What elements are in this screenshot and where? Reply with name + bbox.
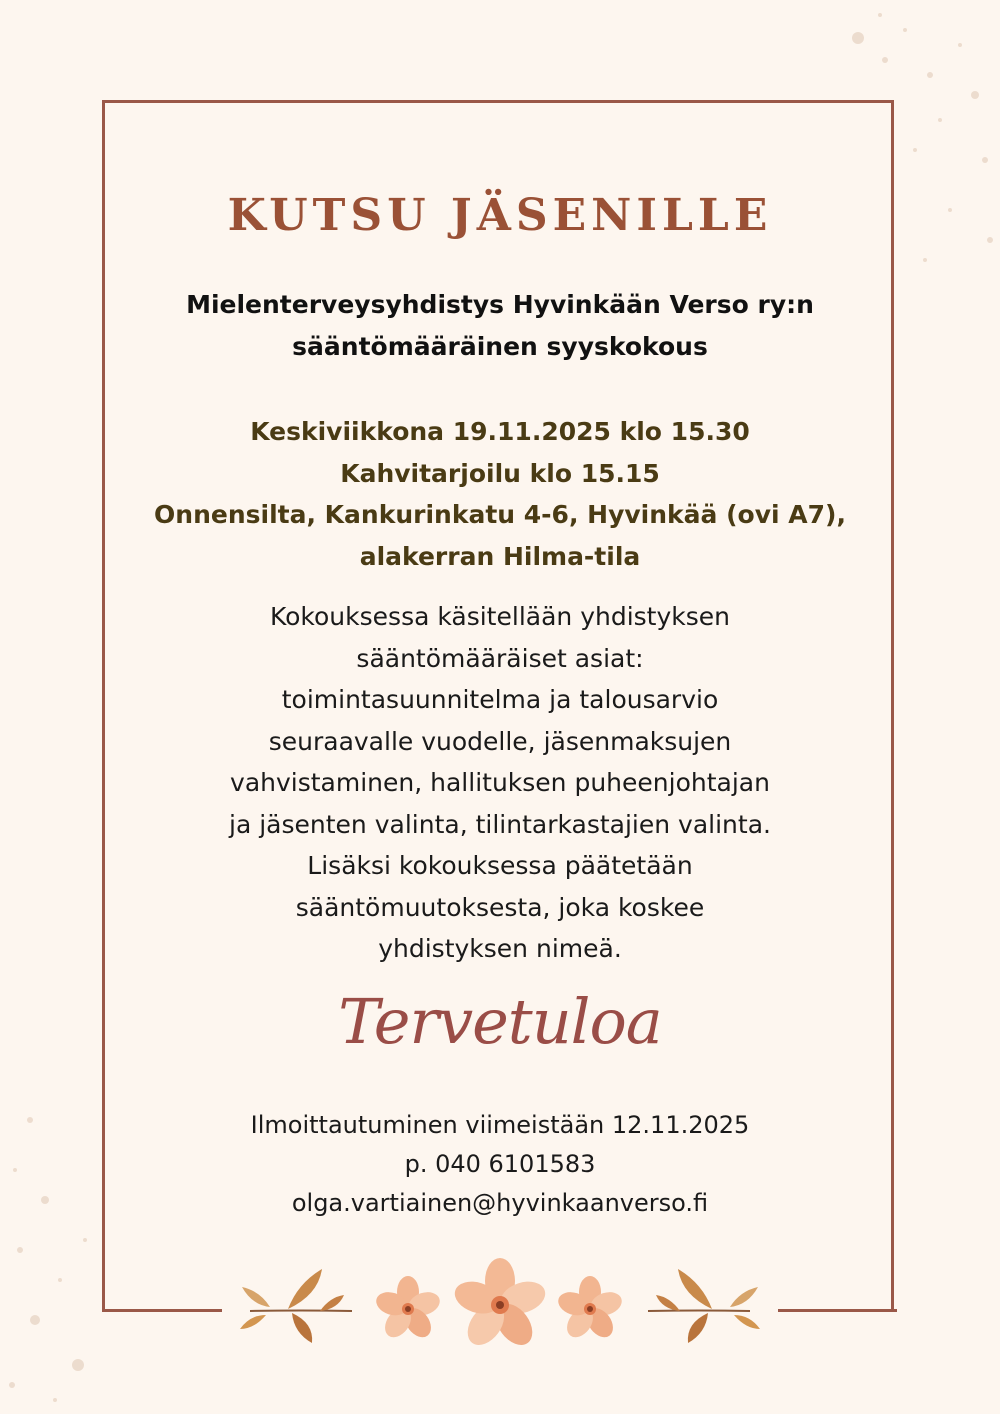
flower-icon: [555, 1276, 625, 1342]
flower-icon: [451, 1258, 550, 1352]
leaf-branch-icon: [240, 1269, 352, 1343]
floral-decoration: [230, 1255, 770, 1355]
registration-deadline: Ilmoittautuminen viimeistään 12.11.2025: [250, 1111, 750, 1139]
agenda-description: [100, 596, 900, 970]
border-frame-bottom-right: [778, 1309, 897, 1312]
contact-email: olga.vartiainen@hyvinkaanverso.fi: [291, 1189, 709, 1217]
agenda-line: sääntömuutoksesta, joka koskee: [295, 892, 705, 922]
leaf-branch-icon: [648, 1269, 760, 1343]
agenda-line: yhdistyksen nimeä.: [378, 934, 622, 963]
agenda-line: seuraavalle vuodelle, jäsenmaksujen: [268, 726, 732, 756]
agenda-line: ja jäsenten valinta, tilintarkastajien valinta.: [229, 809, 771, 839]
agenda-line: sääntömääräiset asiat:: [356, 643, 644, 673]
page-title: KUTSU JÄSENILLE: [227, 190, 773, 241]
contact-info: [100, 1106, 900, 1223]
agenda-line: Lisäksi kokouksessa päätetään: [307, 851, 693, 880]
meeting-location: Onnensilta, Kankurinkatu 4-6, Hyvinkää (ovi A7),: [154, 500, 846, 529]
flower-icon: [373, 1276, 443, 1342]
meeting-details: [100, 411, 900, 577]
meeting-date-time: Keskiviikkona 19.11.2025 klo 15.30: [250, 417, 750, 446]
coffee-time: Kahvitarjoilu klo 15.15: [340, 458, 660, 488]
agenda-line: Kokouksessa käsitellään yhdistyksen: [269, 602, 730, 631]
agenda-line: vahvistaminen, hallituksen puheenjohtajan: [230, 768, 770, 797]
meeting-room: alakerran Hilma-tila: [359, 541, 641, 571]
border-frame-bottom-left: [102, 1309, 222, 1312]
organization-heading: [100, 284, 900, 368]
welcome-script: Tervetuloa: [338, 985, 662, 1058]
organization-name: Mielenterveysyhdistys Hyvinkään Verso ry:n: [186, 290, 814, 319]
contact-phone: p. 040 6101583: [404, 1150, 596, 1178]
agenda-line: toimintasuunnitelma ja talousarvio: [281, 685, 719, 714]
meeting-type: sääntömääräinen syyskokous: [292, 332, 708, 361]
